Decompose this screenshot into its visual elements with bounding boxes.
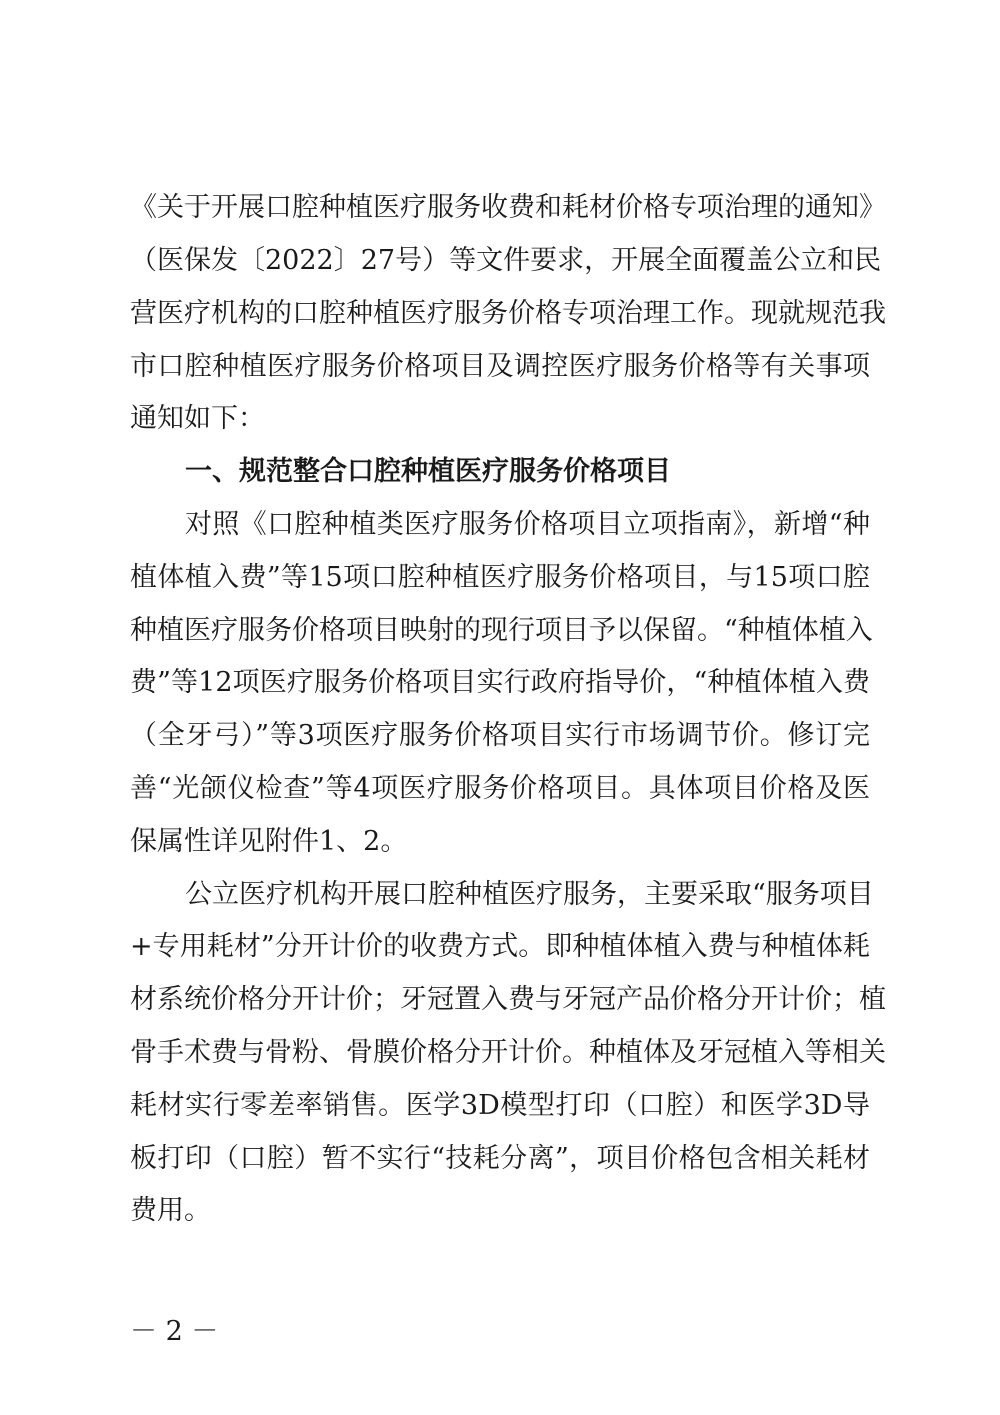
paragraph-line: 营医疗机构的口腔种植医疗服务价格专项治理工作。现就规范我	[130, 298, 886, 329]
paragraph-line: 材系统价格分开计价；牙冠置入费与牙冠产品价格分开计价；植	[130, 984, 886, 1015]
paragraph-line: 善“光颌仪检查”等4项医疗服务价格项目。具体项目价格及医	[130, 773, 870, 804]
section-heading: 一、规范整合口腔种植医疗服务价格项目	[185, 456, 671, 487]
paragraph-line: 板打印（口腔）暂不实行“技耗分离”，项目价格包含相关耗材	[130, 1143, 870, 1174]
paragraph-line: 保属性详见附件1、2。	[130, 826, 408, 857]
page-number: － 2 －	[130, 1316, 219, 1347]
paragraph-line: 通知如下：	[130, 403, 265, 434]
paragraph-line: +专用耗材”分开计价的收费方式。即种植体植入费与种植体耗	[130, 931, 870, 962]
paragraph-line: 费用。	[130, 1195, 211, 1226]
paragraph-line: 市口腔种植医疗服务价格项目及调控医疗服务价格等有关事项	[130, 351, 870, 382]
paragraph-line: 公立医疗机构开展口腔种植医疗服务，主要采取“服务项目	[185, 879, 874, 910]
paragraph-line: （医保发〔2022〕27号）等文件要求，开展全面覆盖公立和民	[130, 245, 882, 276]
paragraph-line: 费”等12项医疗服务价格项目实行政府指导价，“种植体植入费	[130, 667, 870, 698]
paragraph-line: （全牙弓）”等3项医疗服务价格项目实行市场调节价。修订完	[130, 720, 870, 751]
paragraph-line: 骨手术费与骨粉、骨膜价格分开计价。种植体及牙冠植入等相关	[130, 1037, 886, 1068]
paragraph-line: 《关于开展口腔种植医疗服务收费和耗材价格专项治理的通知》	[130, 192, 886, 223]
paragraph-line: 植体植入费”等15项口腔种植医疗服务价格项目，与15项口腔	[130, 562, 870, 593]
paragraph-line: 种植医疗服务价格项目映射的现行项目予以保留。“种植体植入	[130, 615, 873, 646]
paragraph-line: 对照《口腔种植类医疗服务价格项目立项指南》，新增“种	[185, 509, 870, 540]
paragraph-line: 耗材实行零差率销售。医学3D模型打印（口腔）和医学3D导	[130, 1090, 870, 1121]
